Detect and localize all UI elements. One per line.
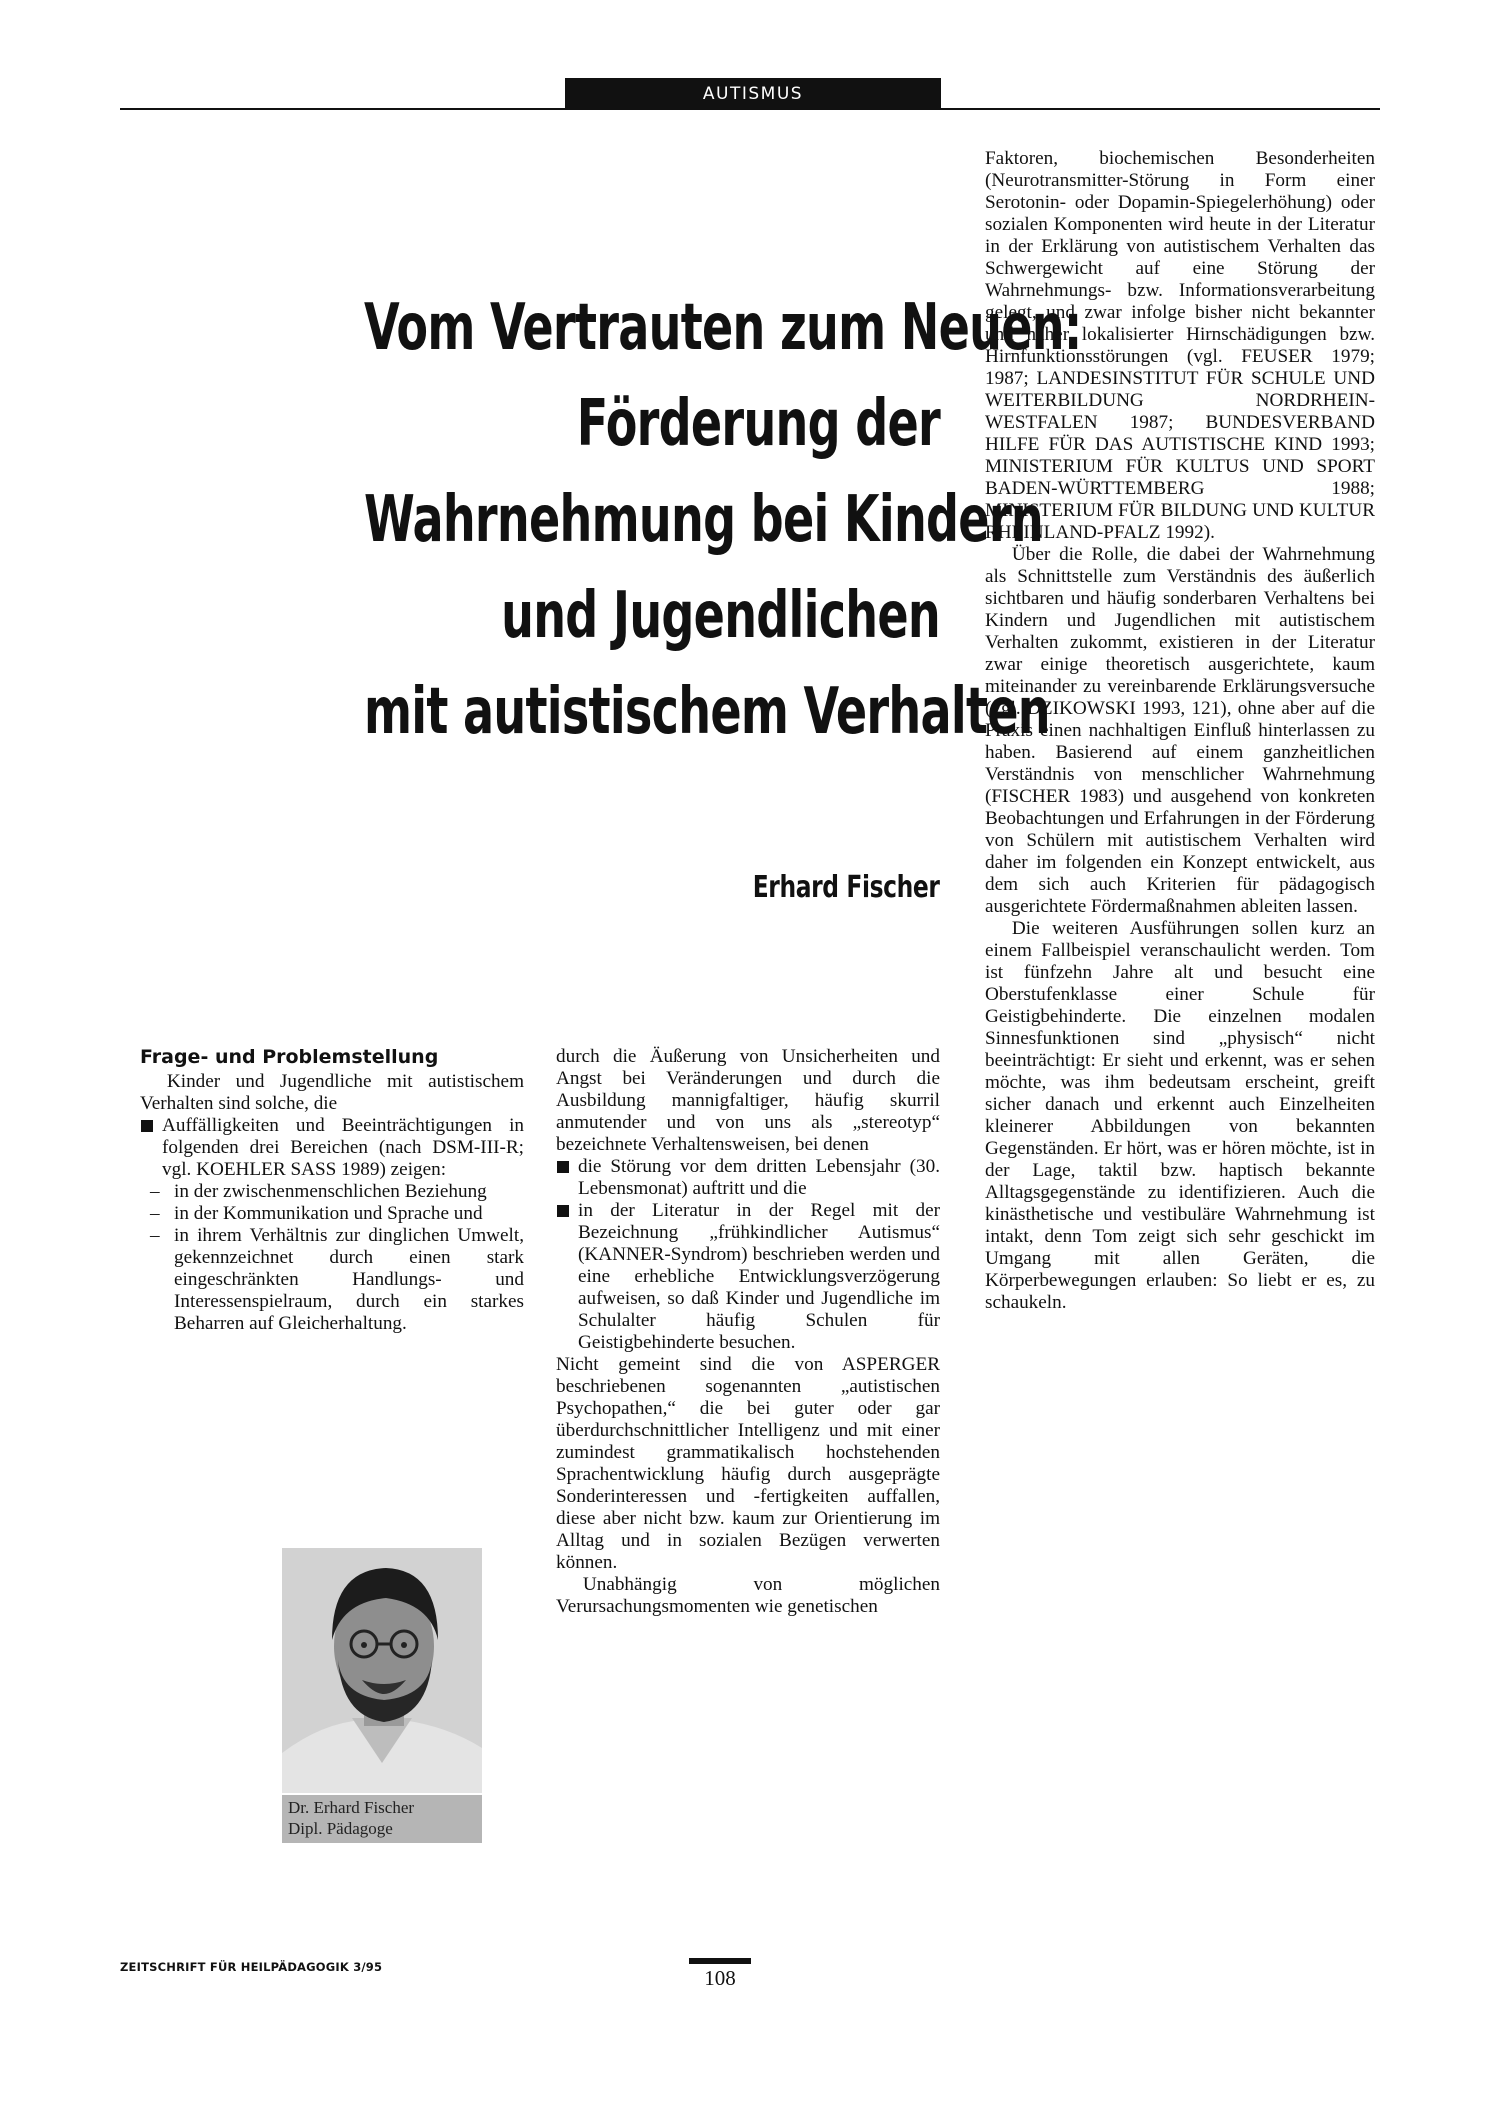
author-photo (282, 1548, 482, 1793)
photo-caption (282, 1795, 482, 1843)
bullet-item: die Störung vor dem dritten Lebensjahr (30. Lebensmonat) auftritt und die (556, 1156, 940, 1200)
bullet-item: Auffälligkeiten und Beeinträchtigungen in folgenden drei Bereichen (nach DSM-III-R; vgl. KOEHLER SASS 1989) zeigen: (140, 1115, 524, 1181)
intro-paragraph: Kinder und Jugendliche mit autistischem Verhalten sind solche, die (140, 1071, 524, 1114)
column-1 (140, 1046, 524, 1335)
column-3 (985, 148, 1375, 1314)
bullet-item: in der Literatur in der Regel mit der Bezeichnung „frühkindlicher Autismus“ (KANNER-Syndrom) beschrieben werden und eine erhebliche Entwicklungsverzögerung aufweisen, so daß Kinder und Jugendliche im Schulalter häufig Schulen für Geistigbehinderte besuchen. (556, 1200, 940, 1354)
column-2 (556, 1046, 940, 1618)
title-line: Wahrnehmung bei Kindern (364, 483, 1043, 557)
paragraph: Die weiteren Ausführungen sollen kurz an einem Fallbeispiel veranschaulicht werden. Tom ist fünfzehn Jahre alt und besucht eine Oberstufenklasse einer Schule für Geistigbehinderte. Die einzelnen modalen Sinnesfunktionen sind „physisch“ nicht beeinträchtigt: Er sieht und erkennt, was er sehen möchte, was ihm bedeutsam erscheint, greift sicher danach und erkennt auch Einzelheiten kleinerer Abbildungen von bekannten Gegenständen. Er hört, was er hören möchte, ist in der Lage, taktil bzw. haptisch bekannte Alltagsgegenstände zu identifizieren. Auch die kinästhetische und vestibuläre Wahrnehmung ist intakt, denn Tom zeigt sich sehr geschickt im Umgang mit allen Geräten, die Körperbewegungen erlauben: So liebt er es, zu schaukeln. (985, 918, 1375, 1313)
paragraph: Nicht gemeint sind die von ASPERGER beschriebenen sogenannten „autistischen Psychopathen,“ die bei guter oder gar überdurchschnittlicher Intelligenz und mit einer zumindest grammatikalisch hochstehenden Sprachentwicklung häufig durch ausgeprägte Sonderinteressen und -fertigkeiten auffallen, diese aber nicht bzw. kaum zur Orientierung im Alltag und in sozialen Bezügen verwerten können. (556, 1354, 940, 1573)
section-label: AUTISMUS (565, 78, 941, 110)
paragraph: Über die Rolle, die dabei der Wahrnehmung als Schnittstelle zum Verständnis des äußerlich sichtbaren und häufig sonderbaren Verhaltens bei Kindern und Jugendlichen mit autistischem Verhalten zukommt, existieren in der Literatur zwar einige theoretisch ausgerichtete, kaum miteinander zu vereinbarende Erklärungsversuche (vgl. DZIKOWSKI 1993, 121), ohne aber auf die Praxis einen nachhaltigen Einfluß hinterlassen zu haben. Basierend auf einem ganzheitlichen Verständnis von menschlicher Wahrnehmung (FISCHER 1983) und ausgehend von konkreten Beobachtungen und Erfahrungen in der Förderung von Schülern mit autistischem Verhalten wird daher im folgenden ein Konzept entwickelt, aus dem sich auch Kriterien für pädagogisch ausgerichtete Fördermaßnahmen ableiten lassen. (985, 544, 1375, 917)
section-heading: Frage- und Problemstellung (140, 1046, 439, 1068)
article-title (364, 280, 1082, 760)
title-line: mit autistischem Verhalten (364, 675, 1050, 749)
page-number-rule (689, 1958, 751, 1964)
dash-list (140, 1181, 524, 1335)
caption-name: Dr. Erhard Fischer (288, 1798, 415, 1817)
dash-item: – in der Kommunikation und Sprache und (140, 1203, 524, 1225)
title-line: und Jugendlichen (501, 579, 940, 653)
author-byline: Erhard Fischer (753, 870, 940, 905)
title-line: Vom Vertrauten zum Neuen: (364, 291, 1082, 365)
portrait-image (282, 1548, 482, 1793)
bullet-list (140, 1115, 524, 1181)
journal-footer: ZEITSCHRIFT FÜR HEILPÄDAGOGIK 3/95 (120, 1960, 383, 1974)
page-number: 108 (704, 1966, 736, 1990)
paragraph: Unabhängig von möglichen Verursachungsmomenten wie genetischen (556, 1574, 940, 1617)
paragraph: Faktoren, biochemischen Besonderheiten (Neurotransmitter-Störung in Form einer Serotonin- oder Dopamin-Spiegelerhöhung) oder sozialen Komponenten wird heute in der Literatur in der Erklärung von autistischem Verhalten das Schwergewicht auf eine Störung der Wahrnehmungs- bzw. Informationsverarbeitung gelegt, und zwar infolge bisher nicht bekannter und näher lokalisierter Hirnschädigungen bzw. Hirnfunktionsstörungen (vgl. FEUSER 1979; 1987; LANDESINSTITUT FÜR SCHULE UND WEITERBILDUNG NORDRHEIN-WESTFALEN 1987; BUNDESVERBAND HILFE FÜR DAS AUTISTISCHE KIND 1993; MINISTERIUM FÜR KULTUS UND SPORT BADEN-WÜRTTEMBERG 1988; MINISTERIUM FÜR BILDUNG UND KULTUR RHEINLAND-PFALZ 1992). (985, 148, 1375, 543)
title-line: Förderung der (576, 387, 940, 461)
dash-item: – in der zwischenmenschlichen Beziehung (140, 1181, 524, 1203)
caption-title: Dipl. Pädagoge (288, 1819, 393, 1838)
dash-item: – in ihrem Verhältnis zur dinglichen Umwelt, gekennzeichnet durch einen stark eingeschränkten Handlungs- und Interessenspielraum, durch ein starkes Beharren auf Gleicherhaltung. (140, 1225, 524, 1335)
paragraph: durch die Äußerung von Unsicherheiten und Angst bei Veränderungen und durch die Ausbildung mannigfaltiger, häufig skurril anmutender und von uns als „stereotyp“ bezeichnete Verhaltensweisen, bei denen (556, 1046, 940, 1155)
bullet-list (556, 1156, 940, 1354)
